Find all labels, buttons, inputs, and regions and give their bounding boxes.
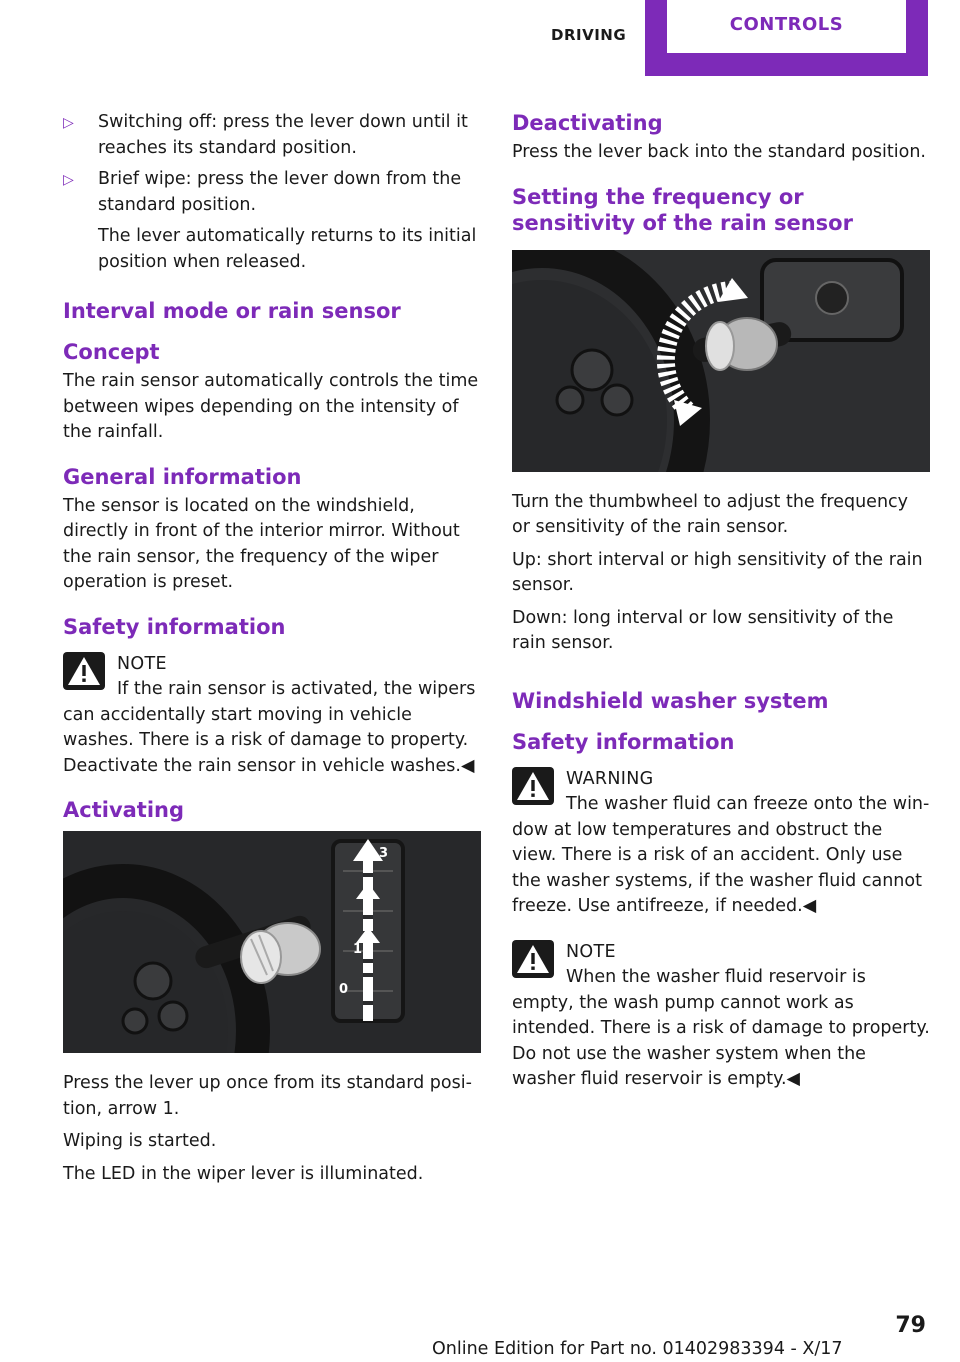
bullet-text: Switching off: press the lever down until it reaches its standard position. [98, 112, 468, 158]
general-information-text: The sensor is located on the windshield, directly in front of the interior mirror. Without the rain sensor, the frequency of the wiper operation is preset. [63, 495, 460, 592]
note-box [63, 652, 481, 780]
activating-text-1: Press the lever up once from its standard position, arrow 1. [63, 1073, 472, 1119]
footer-edition: Online Edition for Part no. 01402983394 - X/17 [432, 1339, 843, 1359]
heading-safety-information-right: Safety information [512, 729, 735, 754]
note-title-right: NOTE [566, 941, 616, 962]
arrow-label: 1 [353, 942, 363, 957]
activating-text-2: Wiping is started. [63, 1131, 217, 1151]
arrow-label: 3 [379, 846, 389, 861]
header-chapter-label: CONTROLS [667, 0, 906, 53]
setting-text-2: Up: short interval or high sensitivity of the rain sensor. [512, 549, 923, 595]
warning-box [512, 767, 930, 920]
concept-text: The rain sensor automatically controls the time between wipes depending on the intensity of the rainfall. [63, 371, 479, 442]
note-title: NOTE [117, 653, 167, 674]
heading-safety-information: Safety information [63, 614, 286, 639]
heading-windshield-washer: Windshield washer system [512, 688, 829, 713]
heading-deactivating: Deactivating [512, 111, 663, 135]
note-box-right [512, 940, 930, 1093]
setting-text-1: Turn the thumbwheel to adjust the frequency or sensitivity of the rain sensor. [512, 491, 909, 537]
note-text: If the rain sensor is activated, the wipers can accidentally start moving in vehicle washes. There is a risk of damage to property. Deactivate the rain sensor in vehicle washes.◀ [63, 679, 476, 776]
heading-concept: Concept [63, 340, 160, 364]
warning-title: WARNING [566, 768, 654, 789]
thumbwheel-image [512, 250, 930, 472]
setting-text-3: Down: long interval or low sensitivity of the rain sensor. [512, 607, 894, 653]
header-section-label: DRIVING [551, 26, 627, 44]
arrow-label: 0 [339, 982, 349, 997]
bullet-text: Brief wipe: press the lever down from the standard position. [98, 169, 462, 215]
header-chapter-tab [645, 0, 928, 76]
deactivating-text: Press the lever back into the standard position. [512, 142, 926, 162]
warning-triangle-icon [63, 652, 105, 690]
heading-setting-frequency: Setting the frequency or sensitivity of the rain sensor [512, 184, 853, 235]
bullet-item [63, 167, 481, 275]
note-text-right: When the washer fluid reservoir is empty, the wash pump cannot work as intended. There is a risk of damage to property. Do not use the washer system when the washer fluid reservoir is empty.◀ [512, 967, 930, 1089]
bullet-item [63, 110, 481, 161]
activating-text-3: The LED in the wiper lever is illuminated. [63, 1163, 424, 1184]
heading-interval-mode: Interval mode or rain sensor [63, 299, 401, 323]
page-number: 79 [895, 1313, 926, 1338]
wiper-lever-arrows-image [63, 831, 481, 1053]
heading-activating: Activating [63, 798, 185, 822]
left-column [63, 110, 481, 1194]
bullet-subtext: The lever automatically returns to its initial position when released. [98, 226, 477, 272]
bullet-triangle-icon: ▷ [63, 115, 74, 131]
warning-triangle-icon [512, 767, 554, 805]
warning-text: The washer fluid can freeze onto the window at low temperatures and obstruct the view. There is a risk of an accident. Only use the washer systems, if the washer fluid cannot freeze. Use antifreeze, if needed.◀ [512, 794, 930, 916]
bullet-triangle-icon: ▷ [63, 172, 74, 188]
right-column [512, 110, 930, 1107]
heading-general-information: General information [63, 464, 302, 489]
warning-triangle-icon [512, 940, 554, 978]
arrow-label: 2 [363, 890, 373, 905]
